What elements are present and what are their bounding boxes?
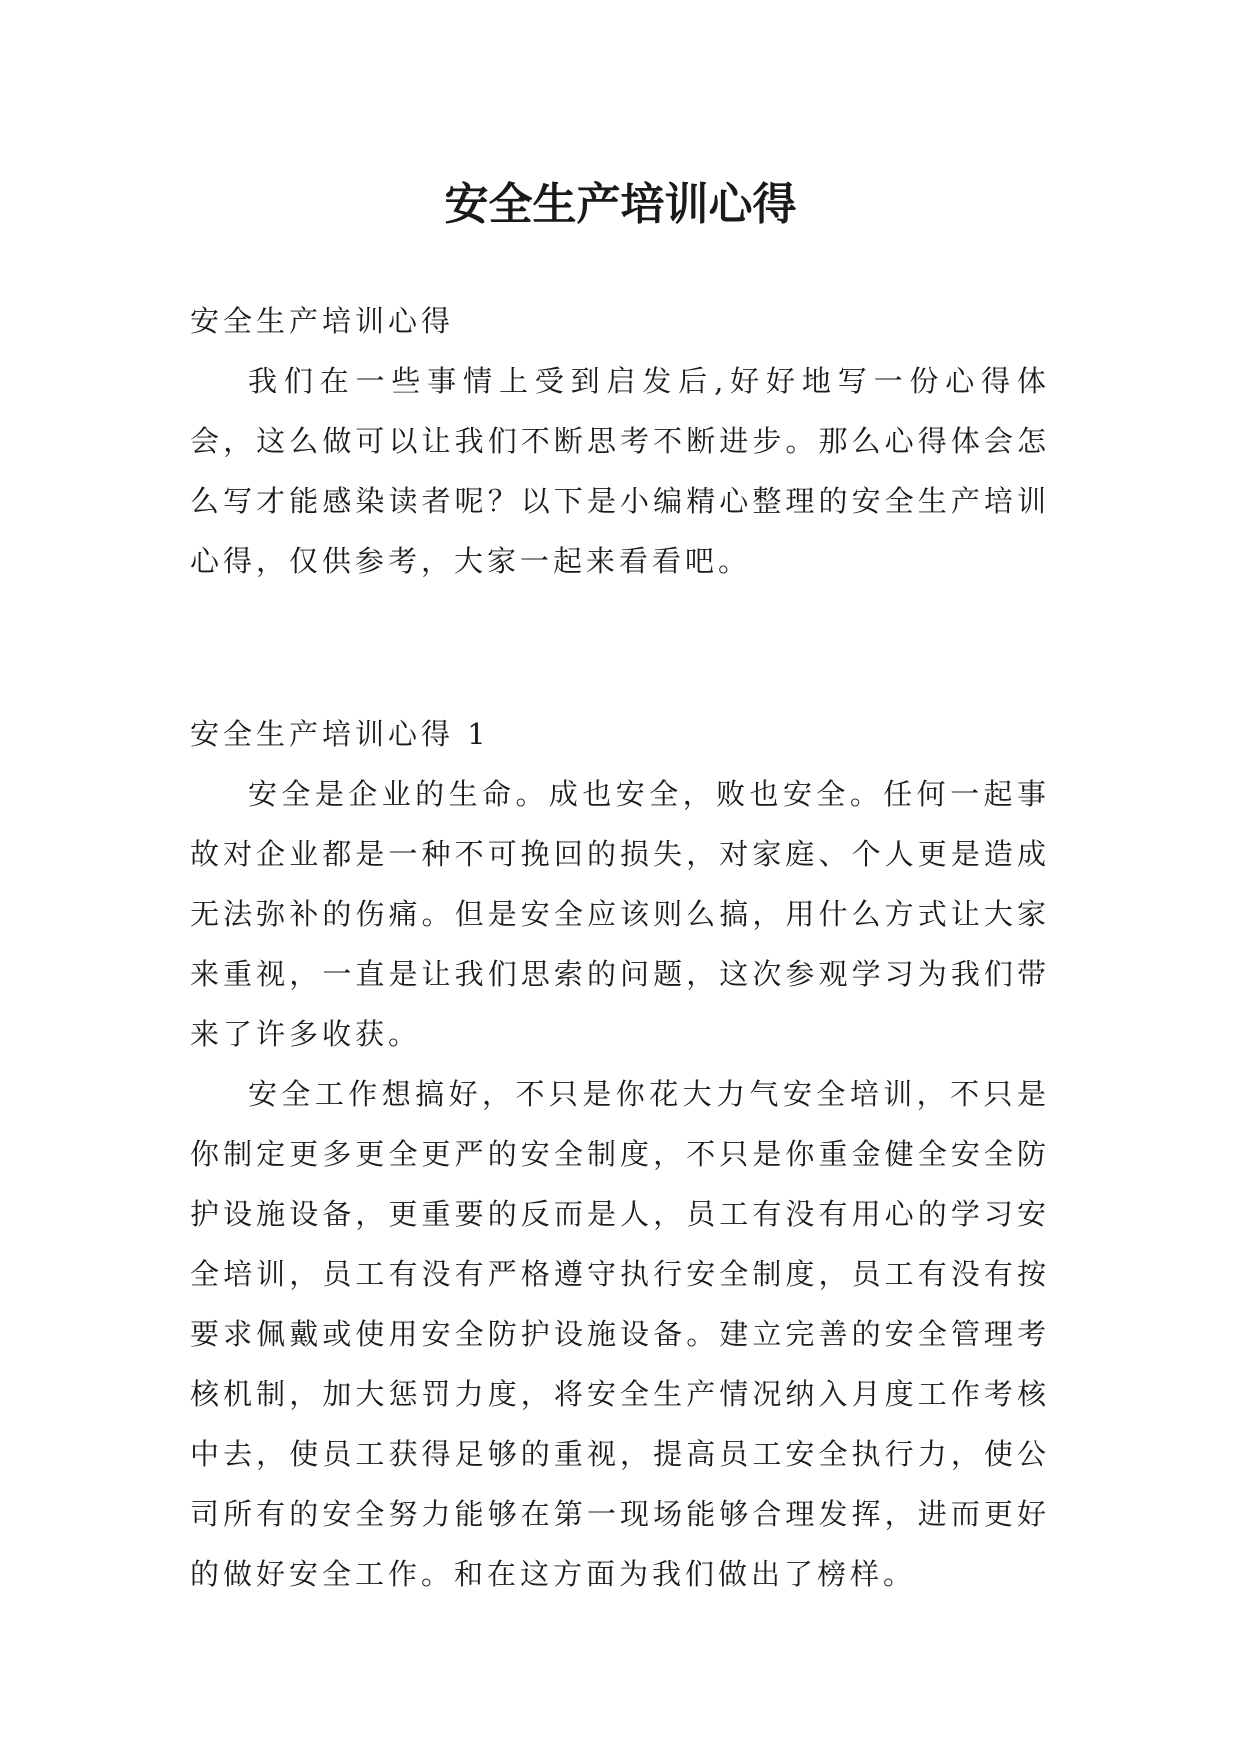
- document-title: 安全生产培训心得: [444, 179, 797, 231]
- section-heading: 安全生产培训心得 1: [190, 717, 490, 751]
- body-paragraph: 安全工作想搞好，不只是你花大力气安全培训，不只是你制定更多更全更严的安全制度，不只是你重金健全安全防护设施设备，更重要的反而是人，员工有没有用心的学习安全培训，员工有没有严格遵守执行安全制度，员工有没有按要求佩戴或使用安全防护设施设备。建立完善的安全管理考核机制，加大惩罚力度，将安全生产情况纳入月度工作考核中去，使员工获得足够的重视，提高员工安全执行力，使公司所有的安全努力能够在第一现场能够合理发挥，进而更好的做好安全工作。和在这方面为我们做出了榜样。: [190, 1077, 1050, 1591]
- document-body: [190, 291, 1050, 1604]
- intro-paragraph: 我们在一些事情上受到启发后,好好地写一份心得体会，这么做可以让我们不断思考不断进步。那么心得体会怎么写才能感染读者呢？以下是小编精心整理的安全生产培训心得，仅供参考，大家一起来看看吧。: [190, 364, 1050, 578]
- intro-subtitle: 安全生产培训心得: [190, 304, 455, 338]
- body-paragraph: 安全是企业的生命。成也安全，败也安全。任何一起事故对企业都是一种不可挽回的损失，对家庭、个人更是造成无法弥补的伤痛。但是安全应该则么搞，用什么方式让大家来重视，一直是让我们思索的问题，这次参观学习为我们带来了许多收获。: [190, 777, 1050, 1051]
- section-gap: [190, 591, 1050, 704]
